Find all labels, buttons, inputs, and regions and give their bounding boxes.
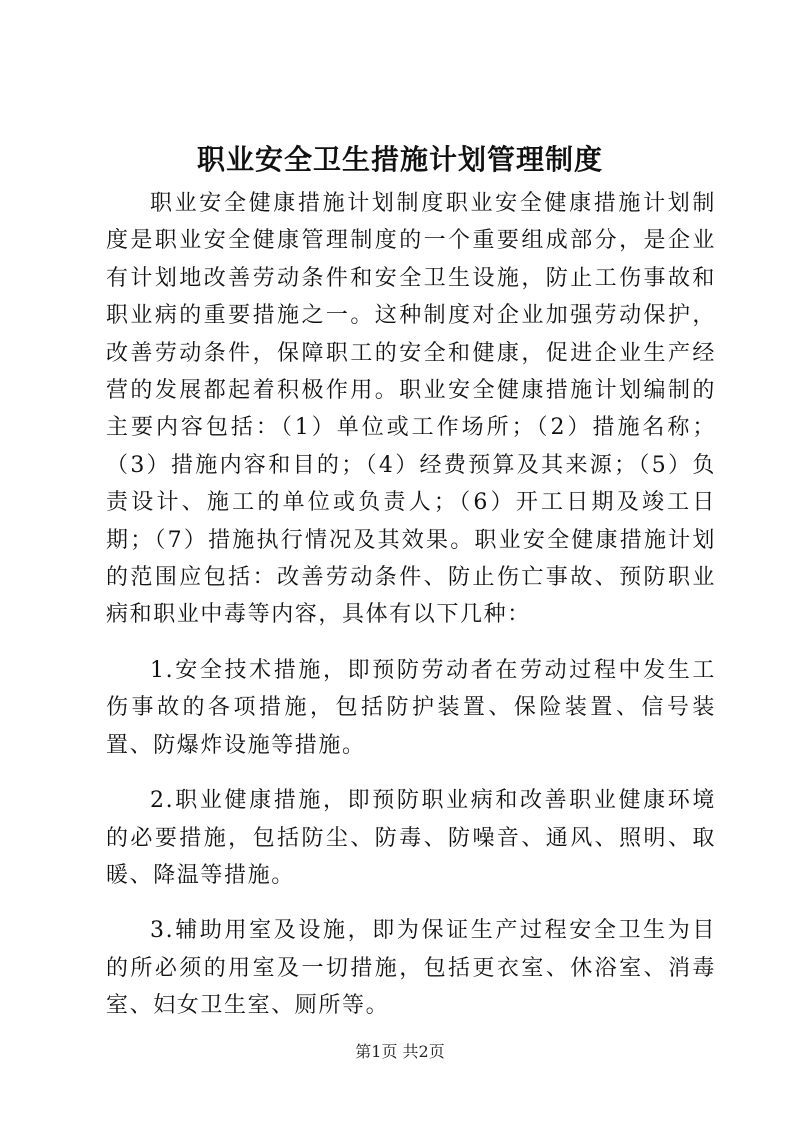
measure-item-2: 2.职业健康措施，即预防职业病和改善职业健康环境的必要措施，包括防尘、防毒、防噪音、通风、照明、取暖、降温等措施。 — [106, 788, 716, 888]
intro-paragraph: 职业安全健康措施计划制度职业安全健康措施计划制度是职业安全健康管理制度的一个重要组成部分，是企业有计划地改善劳动条件和安全卫生设施，防止工伤事故和职业病的重要措施之一。这种制度对企业加强劳动保护，改善劳动条件，保障职工的安全和健康，促进企业生产经营的发展都起着积极作用。职业安全健康措施计划编制的主要内容包括：（1）单位或工作场所；（2）措施名称；（3）措施内容和目的；（4）经费预算及其来源；（5）负责设计、施工的单位或负责人；（6）开工日期及竣工日期；（7）措施执行情况及其效果。职业安全健康措施计划的范围应包括：改善劳动条件、防止伤亡事故、预防职业病和职业中毒等内容，具体有以下几种： — [106, 191, 716, 628]
measure-item-1: 1.安全技术措施，即预防劳动者在劳动过程中发生工伤事故的各项措施，包括防护装置、保险装置、信号装置、防爆炸设施等措施。 — [106, 657, 716, 758]
measure-item-3: 3.辅助用室及设施，即为保证生产过程安全卫生为目的所必须的用室及一切措施，包括更衣室、休浴室、消毒室、妇女卫生室、厕所等。 — [106, 918, 716, 1019]
page-footer: 第1页 共2页 — [355, 1042, 445, 1061]
document-body — [106, 185, 716, 1025]
document-title: 职业安全卫生措施计划管理制度 — [196, 143, 603, 176]
